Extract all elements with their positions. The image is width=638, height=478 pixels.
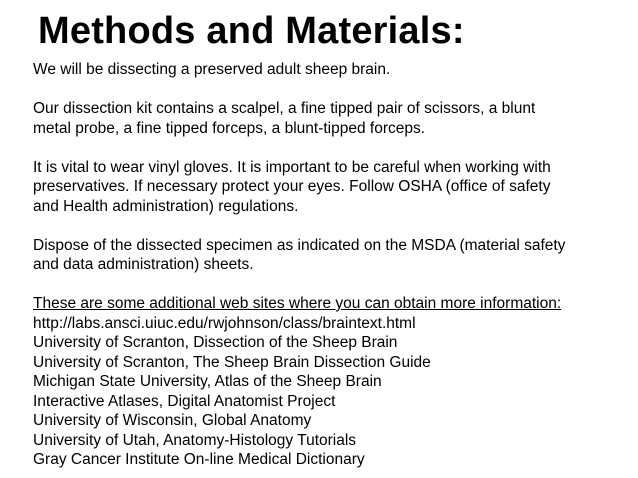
resource-item: Gray Cancer Institute On-line Medical Dictionary <box>33 451 365 468</box>
resources-heading: These are some additional web sites where you can obtain more information: <box>33 295 562 312</box>
paragraph-disposal <box>33 236 623 275</box>
paragraph-line: Dispose of the dissected specimen as indicated on the MSDA (material safety <box>33 236 566 254</box>
resource-item: University of Scranton, The Sheep Brain Dissection Guide <box>33 353 431 371</box>
resource-url: http://labs.ansci.uiuc.edu/rwjohnson/class/braintext.html <box>33 314 416 332</box>
paragraph-specimen <box>33 60 623 80</box>
slide-body <box>33 60 623 470</box>
resource-item: Michigan State University, Atlas of the Sheep Brain <box>33 373 382 390</box>
paragraph-line: preservatives. If necessary protect your eyes. Follow OSHA (office of safety <box>33 178 551 195</box>
paragraph-line: and data administration) sheets. <box>33 256 254 273</box>
resource-item: University of Utah, Anatomy-Histology Tutorials <box>33 431 357 449</box>
paragraph-dissection-kit <box>33 99 623 138</box>
paragraph-line: It is vital to wear vinyl gloves. It is important to be careful when working with <box>33 158 551 176</box>
slide-title: Methods and Materials: <box>38 10 465 52</box>
resource-item: Interactive Atlases, Digital Anatomist Project <box>33 392 336 410</box>
resources-list <box>33 294 623 470</box>
paragraph-line: We will be dissecting a preserved adult sheep brain. <box>33 61 391 78</box>
resource-item: University of Wisconsin, Global Anatomy <box>33 412 312 429</box>
paragraph-line: metal probe, a fine tipped forceps, a blunt-tipped forceps. <box>33 119 426 137</box>
paragraph-line: Our dissection kit contains a scalpel, a fine tipped pair of scissors, a blunt <box>33 100 536 117</box>
paragraph-line: and Health administration) regulations. <box>33 197 299 215</box>
paragraph-safety <box>33 158 623 217</box>
resource-item: University of Scranton, Dissection of the Sheep Brain <box>33 334 398 351</box>
